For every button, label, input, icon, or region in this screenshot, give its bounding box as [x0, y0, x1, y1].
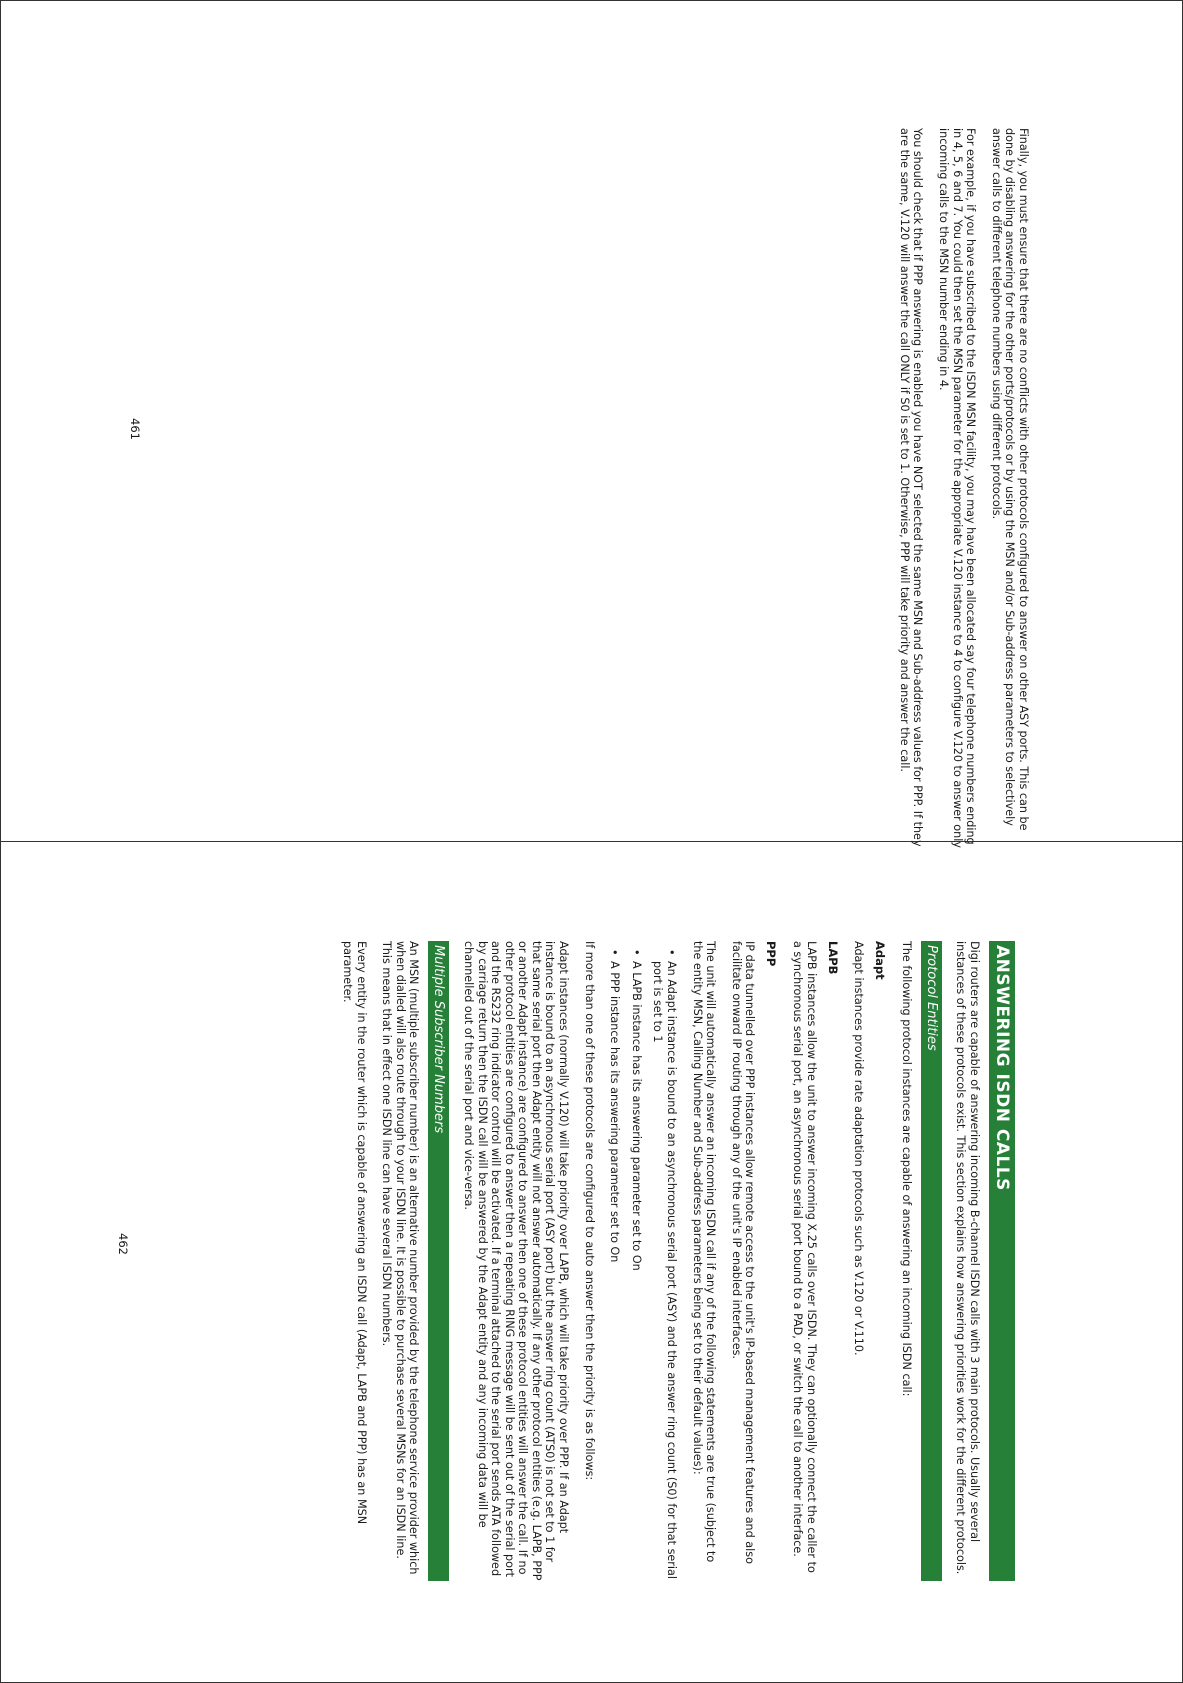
- page-461: [130, 128, 1030, 848]
- page-number: 461: [128, 418, 142, 440]
- bullet-icon: •: [665, 949, 679, 956]
- subheading-adapt: Adapt: [873, 941, 888, 980]
- priority-intro-paragraph: If more than one of these protocols are configured to auto answer then the priority is as follows:: [582, 941, 596, 1481]
- entity-msn-paragraph: Every entity in the router which is capable of answering an ISDN call (Adapt, LAPB and PPP) has an MSN parameter.: [340, 941, 368, 1525]
- auto-answer-paragraph: The unit will automatically answer an incoming ISDN call if any of the following statements are true (subject to the entity MSN, Calling Number and Sub-address parameters being set to their default values):: [690, 941, 718, 1563]
- list-item-text: A LAPB instance has its answering parameter set to On: [629, 961, 643, 1271]
- list-item: [629, 941, 643, 1581]
- bullet-icon: •: [629, 949, 643, 956]
- list-item-text: A PPP instance has its answering parameter set to On: [608, 961, 622, 1263]
- priority-paragraph: Adapt instances (normally V.120) will take priority over LAPB, which will take priority over PPP. If an Adapt instance is bound to an asynchronous serial port (ASY port) but the answer ring count (ATS0) is not set to 1 for that same serial port then Adapt entity will not answer automatically. If any other protocol entities (e.g. LAPB, PPP or another Adapt instance) are configured to answer then one of these protocol entities will answer the call. If no other protocol entities are configured to answer then a repeating RING message will be sent out of the serial port and the RS232 ring indicator control will be activated. If a terminal attached to the serial port sends ATA followed by carriage return then the ISDN call will be answered by the Adapt entity and any incoming data will be channelled out of the serial port and vice-versa.: [461, 941, 571, 1581]
- paragraph-ppp-check: You should check that if PPP answering is enabled you have NOT selected the same MSN and Sub-address values for PPP. If they are the same, V.120 will answer the call ONLY if S0 is set to 1. Otherwise, PPP will take priority and answer the call.: [897, 128, 925, 847]
- subheading-lapb: LAPB: [825, 941, 840, 975]
- adapt-paragraph: Adapt instances provide rate adaptation protocols such as V.120 or V.110.: [852, 941, 866, 1356]
- lapb-paragraph: LAPB instances allow the unit to answer incoming X.25 calls over ISDN. They can optionally connect the caller to a synchronous serial port, an asynchronous serial port bound to a PAD, or switch the call to another interface.: [791, 941, 818, 1573]
- ppp-paragraph: IP data tunnelled over PPP instances allow remote access to the unit's IP-based management features and also facilitate onward IP routing through any of the unit's IP enabled interfaces.: [729, 941, 757, 1564]
- section-heading-msn: Multiple Subscriber Numbers: [428, 941, 449, 1581]
- bullet-icon: •: [608, 949, 622, 956]
- paragraph-example: For example, if you have subscribed to the ISDN MSN facility, you may have been allocated say four telephone numbers ending in 4, 5, 6 and 7. You could then set the MSN parameter for the appropriate V.120 instance to 4 to configure V.120 to answer only incoming calls to the MSN number ending in 4.: [937, 128, 978, 848]
- paragraph-conflicts: Finally, you must ensure that there are no conflicts with other protocols configured to answer on other ASY ports. This can be done by disabling answering for the other ports/protocols or by using the MSN and/or Sub-address parameters to selectively answer calls to different telephone numbers using different protocols.: [989, 128, 1030, 831]
- msn-paragraph: An MSN (multiple subscriber number) is an alternative number provided by the telephone service provider which when dialled will also route through to your ISDN line. It is possible to purchase several MSNs for an ISDN line. This means that in effect one ISDN line can have several ISDN numbers.: [380, 941, 421, 1575]
- intro-paragraph: Digi routers are capable of answering incoming B-channel ISDN calls with 3 main protocols. Usually several instances of these protocols exist. This section explains how answering priorities work for the different protocols.: [954, 941, 981, 1575]
- subheading-ppp: PPP: [764, 941, 779, 967]
- page-title: ANSWERING ISDN CALLS: [989, 941, 1015, 1581]
- list-item-text: An Adapt instance is bound to an asynchronous serial port (ASY) and the answer ring count (S0) for that serial port is set to 1: [651, 961, 679, 1579]
- protocol-entities-intro: The following protocol instances are capable of answering an incoming ISDN call:: [899, 941, 913, 1397]
- list-item: [608, 941, 622, 1581]
- auto-answer-list: [608, 941, 678, 1581]
- page-462: [115, 941, 1015, 1581]
- list-item: [651, 941, 678, 1581]
- page-number: 462: [116, 1233, 130, 1255]
- section-heading-protocol-entities: Protocol Entities: [921, 941, 942, 1581]
